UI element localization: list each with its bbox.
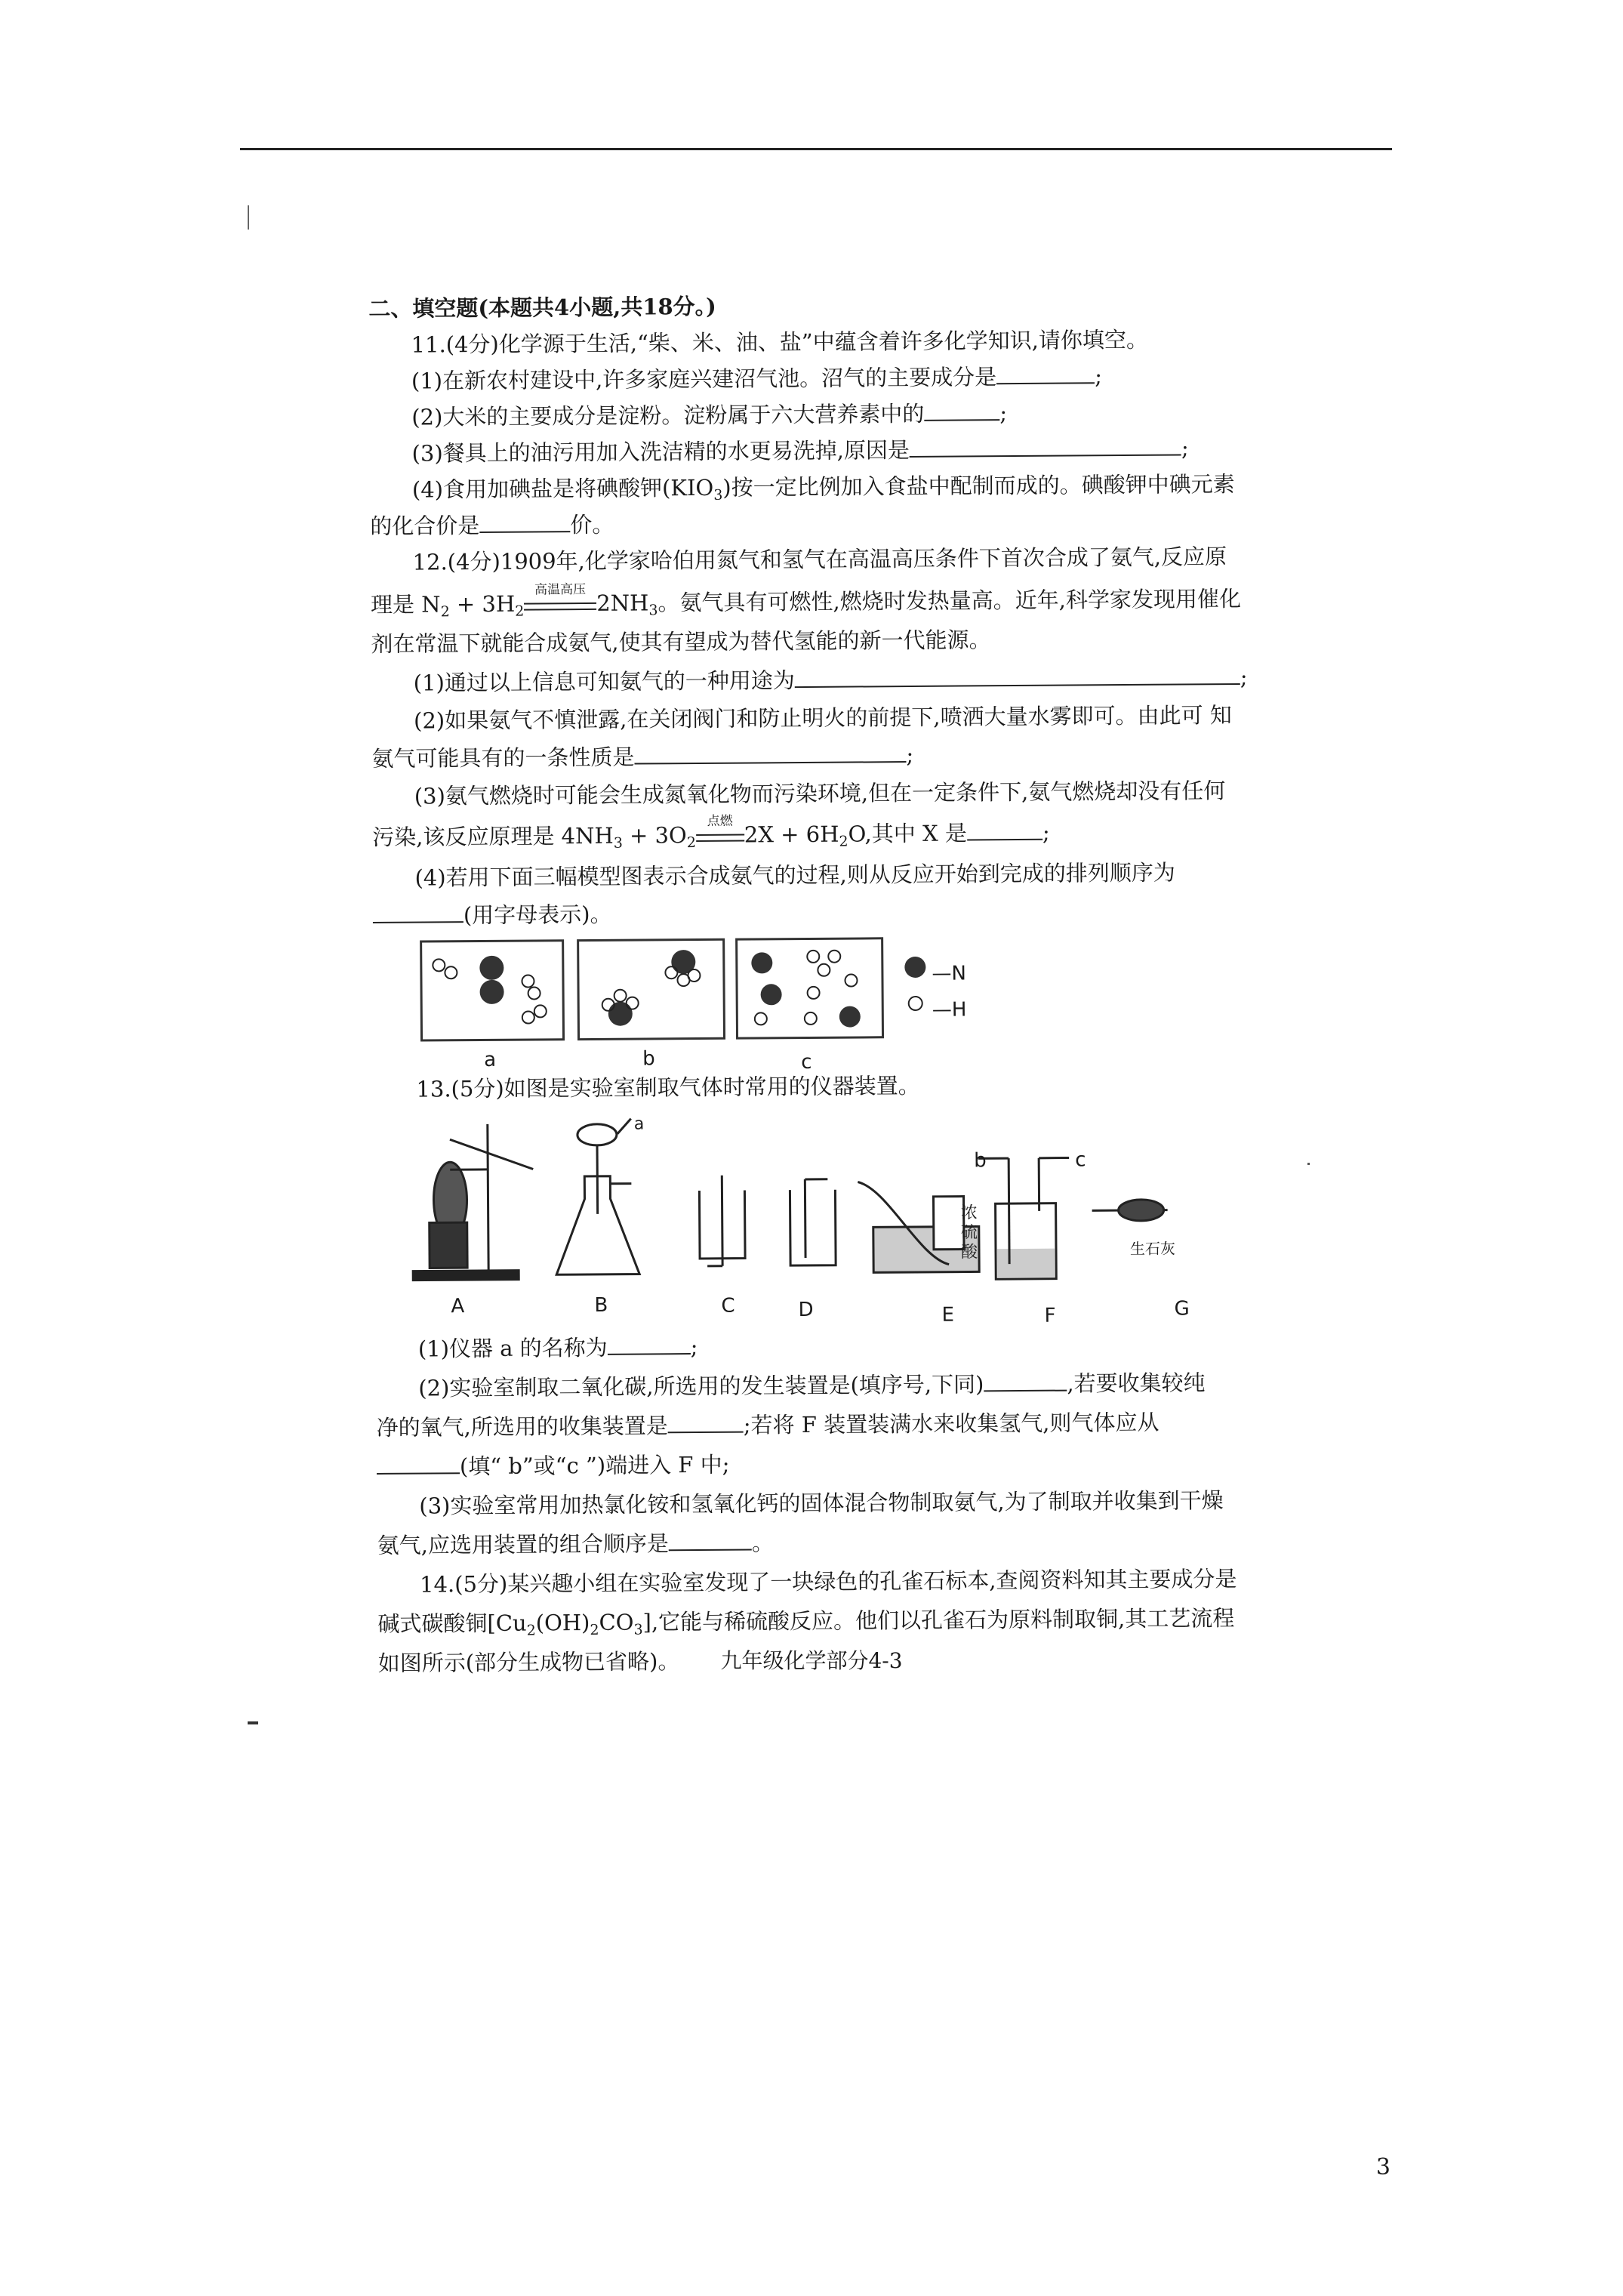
q13-part2-text-2: 净的氧气,所选用的收集装置是 (376, 1413, 668, 1441)
answer-blank[interactable] (634, 741, 906, 765)
q12-part4: (4)若用下面三幅模型图表示合成氨气的过程,则从反应开始到完成的排列顺序为 (414, 859, 1175, 891)
apparatus-label-a-top: a (633, 1114, 645, 1134)
scan-mark-bottom (248, 1721, 258, 1724)
q11-part1-text: (1)在新农村建设中,许多家庭兴建沼气池。沼气的主要成分是 (411, 364, 997, 394)
punct: ; (1181, 435, 1189, 461)
page-number: 3 (1375, 2154, 1390, 2180)
q14-l2-pre: 碱式碳酸铜[Cu (377, 1610, 527, 1637)
q12-part4-line2 (373, 897, 612, 934)
subscript: 3 (713, 486, 723, 504)
q12-eq-mid: + 3H (449, 590, 516, 618)
subscript: 3 (648, 602, 658, 619)
molecule-model-c (738, 939, 882, 1037)
q12-eq-rest: 。氨气具有可燃性,燃烧时发热量高。近年,科学家发现用催化 (658, 585, 1242, 616)
reaction-condition: 高温高压 (534, 581, 587, 598)
q11-part1 (411, 359, 1102, 399)
f-side-char: 浓 (960, 1203, 978, 1223)
subscript: 2 (590, 1621, 599, 1638)
apparatus-name-a: A (451, 1295, 465, 1318)
q11-part3-text: (3)餐具上的油污用加入洗洁精的水更易洗掉,原因是 (411, 437, 910, 467)
q12-part1-text: (1)通过以上信息可知氨气的一种用途为 (413, 667, 795, 696)
reaction-arrow (524, 581, 596, 617)
q12-p3-mid: + 3O (622, 822, 687, 849)
legend-h: —H (932, 998, 967, 1022)
reaction-arrow (696, 813, 744, 848)
answer-blank[interactable] (967, 819, 1042, 841)
q11-part4-text: (4)食用加碘盐是将碘酸钾(KIO (411, 474, 714, 503)
subscript: 2 (686, 834, 697, 852)
q12-part1 (414, 660, 1248, 701)
punct: ; (999, 400, 1008, 427)
q12-part3-line2 (372, 815, 1050, 863)
subscript: 3 (613, 834, 623, 852)
q14-l2-co: CO (599, 1609, 634, 1635)
q13-part3-end: 。 (751, 1530, 775, 1556)
apparatus-label-c-end: c (1075, 1148, 1086, 1172)
q12-eq-pre: 理是 N (370, 591, 441, 618)
exam-sheet (368, 273, 1307, 1676)
page-footer: 九年级化学部分4-3 (720, 1648, 903, 1673)
apparatus-d (790, 1179, 836, 1265)
apparatus-name-b: B (594, 1293, 608, 1317)
legend-n: —N (932, 962, 966, 985)
answer-blank[interactable] (608, 1333, 691, 1355)
q13-part2-text: (2)实验室制取二氧化碳,所选用的发生装置是(填序号,下同) (418, 1371, 984, 1401)
q14-line3: 如图所示(部分生成物已省略)。 (377, 1648, 680, 1676)
q12-part4-text: (用字母表示)。 (463, 901, 612, 929)
q14-l2-post: ],它能与稀硫酸反应。他们以孔雀石为原料制取铜,其工艺流程 (642, 1605, 1235, 1635)
q13-part2-line3 (377, 1447, 730, 1485)
model-frame-c (735, 937, 884, 1039)
section-title: 二、填空题(本题共4小题,共18分。) (368, 293, 716, 322)
q13-part2 (418, 1365, 1206, 1406)
answer-blank[interactable] (795, 664, 1240, 688)
q13-part2-text-3: (填“ b”或“c ”)端进入 F 中; (459, 1451, 730, 1480)
subscript: 2 (515, 603, 525, 620)
q14-line2 (377, 1601, 1234, 1650)
apparatus-c (699, 1176, 745, 1266)
apparatus-name-e: E (941, 1303, 955, 1327)
subscript: 3 (633, 1621, 643, 1638)
q11-part4-line2 (370, 507, 614, 544)
q14-l2-mid: (OH) (535, 1609, 590, 1636)
model-label-c: c (801, 1050, 812, 1074)
q11-intro: 11.(4分)化学源于生活,“柴、米、油、盐”中蕴含着许多化学知识,请你填空。 (411, 326, 1148, 358)
top-rule (240, 148, 1392, 150)
apparatus-name-d: D (798, 1298, 814, 1322)
apparatus-name-c: C (721, 1294, 735, 1318)
answer-blank[interactable] (479, 511, 570, 533)
model-frame-a (420, 939, 565, 1041)
punct: ; (906, 741, 914, 769)
molecule-model-a (422, 942, 562, 1039)
q13-part1 (418, 1330, 698, 1367)
f-side-label (961, 1203, 978, 1262)
q13-part3-text: 氨气,应选用装置的组合顺序是 (377, 1530, 670, 1558)
scan-mark-left (248, 205, 249, 230)
apparatus-f (978, 1158, 1070, 1280)
q12-intro: 12.(4分)1909年,化学家哈伯用氮气和氢气在高温高压条件下首次合成了氨气,反应原 (412, 544, 1227, 575)
q11-part2-text: (2)大米的主要成分是淀粉。淀粉属于六大营养素中的 (411, 400, 925, 430)
subscript: 2 (839, 833, 848, 850)
answer-blank[interactable] (910, 434, 1181, 458)
legend-atoms (900, 952, 931, 1020)
apparatus-b (556, 1119, 639, 1275)
q13-intro: 13.(5分)如图是实验室制取气体时常用的仪器装置。 (416, 1072, 920, 1102)
model-label-a: a (484, 1048, 497, 1071)
apparatus-name-f: F (1044, 1304, 1056, 1327)
apparatus-g (1092, 1200, 1168, 1222)
f-side-char: 酸 (960, 1243, 978, 1262)
q11-part2 (411, 396, 1007, 436)
molecule-model-b (579, 941, 723, 1038)
q11-part4-text-2: 的化合价是 (370, 512, 480, 539)
subscript: 2 (526, 1622, 536, 1639)
q13-part2-cont-2: ;若将 F 装置装满水来收集氢气,则气体应从 (743, 1409, 1160, 1438)
model-frame-b (577, 938, 725, 1040)
answer-blank[interactable] (984, 1370, 1067, 1392)
double-bar (696, 834, 744, 842)
answer-blank[interactable] (924, 399, 999, 421)
reaction-condition: 点燃 (707, 813, 733, 829)
punct: ; (1095, 363, 1103, 390)
punct: ; (1240, 664, 1248, 690)
apparatus-label-b-end: b (974, 1149, 987, 1173)
f-side-char: 硫 (960, 1223, 978, 1243)
q12-p3-pre: 污染,该反应原理是 4NH (372, 822, 614, 850)
q12-part2-text: 氨气可能具有的一条性质是 (371, 744, 635, 772)
answer-blank[interactable] (373, 901, 463, 923)
q13-part1-text: (1)仪器 a 的名称为 (417, 1334, 608, 1362)
apparatus-g-note: 生石灰 (1129, 1239, 1176, 1258)
apparatus-a (412, 1124, 534, 1281)
q12-part2-line2 (371, 738, 913, 777)
q12-line3: 剂在常温下就能合成氨气,使其有望成为替代氢能的新一代能源。 (371, 627, 991, 657)
answer-blank[interactable] (377, 1453, 460, 1475)
subscript: 2 (440, 603, 450, 621)
answer-blank[interactable] (668, 1412, 744, 1434)
q14-intro: 14.(5分)某兴趣小组在实验室发现了一块绿色的孔雀石标本,查阅资料知其主要成分是 (419, 1566, 1237, 1598)
q13-part2-line2 (376, 1405, 1159, 1446)
punct: ; (1042, 819, 1050, 846)
q12-part2: (2)如果氨气不慎泄露,在关闭阀门和防止明火的前提下,喷洒大量水雾即可。由此可 知 (413, 702, 1232, 734)
q12-p3-end: O,其中 X 是 (848, 820, 968, 847)
answer-blank[interactable] (669, 1529, 752, 1551)
q11-part3 (411, 430, 1188, 471)
punct: ; (690, 1333, 698, 1361)
answer-blank[interactable] (996, 362, 1095, 384)
q11-part4-end: 价。 (570, 511, 614, 538)
apparatus-name-g: G (1174, 1297, 1190, 1321)
apparatus-figure (405, 1103, 1312, 1298)
q11-part4-text-cont: )按一定比例加入食盐中配制而成的。碘酸钾中碘元素 (722, 470, 1235, 501)
q13-part3-line2 (377, 1525, 775, 1564)
q12-part3: (3)氨气燃烧时可能会生成氮氧化物而污染环境,但在一定条件下,氨气燃烧却没有任何 (414, 778, 1226, 809)
double-bar (524, 603, 596, 611)
q12-eq-post: 2NH (596, 590, 649, 616)
q12-p3-post: 2X + 6H (744, 821, 839, 848)
q13-part3: (3)实验室常用加热氯化铵和氢氧化钙的固体混合物制取氨气,为了制取并收集到干燥 (419, 1487, 1224, 1519)
q13-part2-cont: ,若要收集较纯 (1067, 1370, 1206, 1397)
model-label-b: b (642, 1047, 655, 1071)
